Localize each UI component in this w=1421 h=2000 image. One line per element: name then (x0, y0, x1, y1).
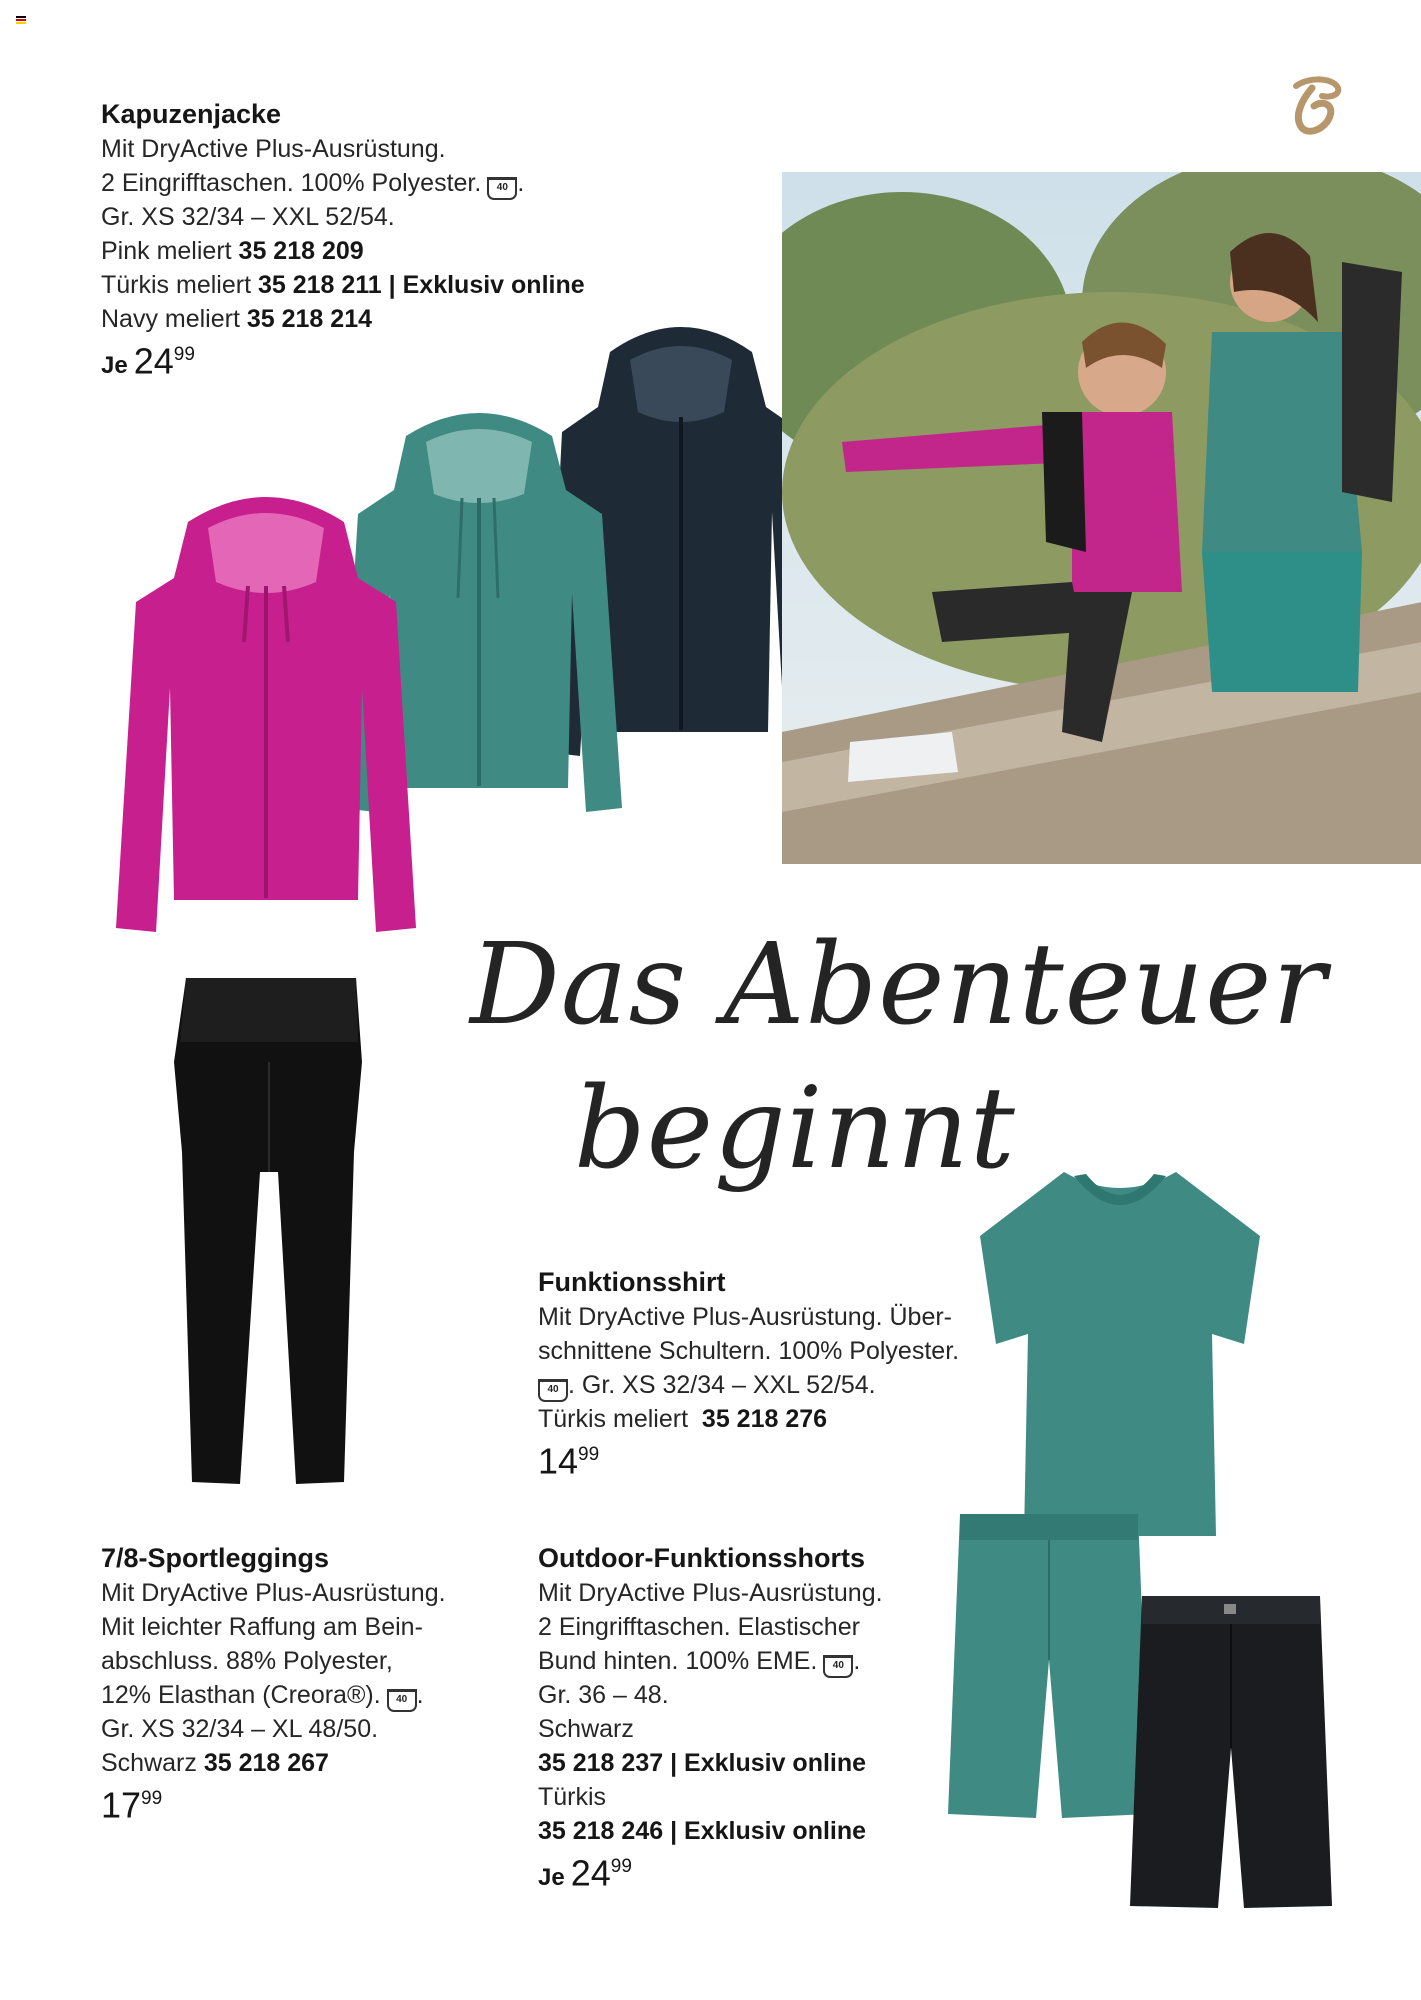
flag-stripe-red (16, 19, 26, 21)
shirt-description (538, 1264, 998, 1482)
shirt-line-3 (538, 1368, 998, 1402)
shorts-variant-tuerkis-name: Türkis (538, 1783, 607, 1811)
turquoise-shirt-image (974, 1164, 1266, 1542)
article-number: 35 218 209 (238, 237, 364, 265)
shirt-variant (538, 1402, 998, 1436)
jacket-line-3: Gr. XS 32/34 – XXL 52/54. (101, 203, 395, 231)
price-prefix: Je (538, 1864, 565, 1892)
headline-line-1: Das Abenteuer (470, 920, 1327, 1050)
shorts-price (538, 1854, 958, 1895)
shirt-line-1: Mit DryActive Plus-Ausrüstung. Über- (538, 1303, 953, 1331)
jacket-line-2-end: . (517, 169, 525, 197)
shorts-variant-schwarz-name: Schwarz (538, 1715, 634, 1743)
jacket-title: Kapuzenjacke (101, 99, 282, 129)
variant-name: Türkis meliert (101, 271, 252, 299)
price-cents: 99 (141, 1788, 163, 1809)
separator: | (388, 271, 396, 299)
variant-name: Pink meliert (101, 237, 232, 265)
wash-40-icon: 40 (487, 177, 517, 200)
price-cents: 99 (173, 344, 195, 365)
separator: | (670, 1749, 678, 1777)
jacket-line-2-text: 2 Eingrifftaschen. 100% Polyester. (101, 169, 482, 197)
variant-name: Navy meliert (101, 305, 240, 333)
variant-name: Schwarz (101, 1749, 197, 1777)
shorts-variant-tuerkis-number (538, 1814, 958, 1848)
article-number: 35 218 211 (257, 271, 382, 299)
leggings-line-2: Mit leichter Raffung am Bein- (101, 1613, 423, 1641)
turquoise-shorts-image (946, 1510, 1152, 1822)
wash-40-icon: 40 (387, 1689, 417, 1712)
pink-jacket-image (110, 482, 422, 934)
shirt-line-3-text: . Gr. XS 32/34 – XXL 52/54. (568, 1371, 876, 1399)
price-euro: 14 (538, 1440, 579, 1482)
hiking-photo (782, 172, 1421, 864)
article-number: 35 218 237 (538, 1749, 664, 1777)
price-euro: 24 (570, 1852, 611, 1894)
leggings-line-4-text: 12% Elasthan (Creora®). (101, 1681, 381, 1709)
wash-40-icon: 40 (538, 1379, 568, 1402)
leggings-line-1: Mit DryActive Plus-Ausrüstung. (101, 1579, 446, 1607)
leggings-line-3: abschluss. 88% Polyester, (101, 1647, 393, 1675)
leggings-image (168, 972, 368, 1490)
leggings-description (101, 1540, 541, 1826)
language-flag-icon (16, 16, 26, 24)
jacket-line-1: Mit DryActive Plus-Ausrüstung. (101, 135, 446, 163)
leggings-line-4-end: . (416, 1681, 424, 1709)
price-cents: 99 (610, 1856, 632, 1877)
jacket-line-2 (101, 166, 701, 200)
separator: | (670, 1817, 678, 1845)
headline-line-2: beginnt (574, 1064, 1016, 1194)
shorts-variant-schwarz-number (538, 1746, 958, 1780)
exclusive-online-label: Exklusiv online (402, 271, 585, 299)
shorts-line-3 (538, 1644, 958, 1678)
wash-40-icon: 40 (823, 1655, 853, 1678)
flag-stripe-black (16, 16, 26, 18)
shirt-line-2: schnittene Schultern. 100% Polyester. (538, 1337, 960, 1365)
hiking-scene-image (782, 172, 1421, 864)
shorts-line-1: Mit DryActive Plus-Ausrüstung. (538, 1579, 883, 1607)
shirt-price (538, 1442, 998, 1482)
black-shorts-image (1128, 1592, 1334, 1910)
shorts-line-4: Gr. 36 – 48. (538, 1681, 669, 1709)
leggings-title: 7/8-Sportleggings (101, 1543, 330, 1573)
price-euro: 17 (101, 1784, 142, 1826)
shorts-line-3-end: . (853, 1647, 861, 1675)
shorts-line-3-text: Bund hinten. 100% EME. (538, 1647, 818, 1675)
shorts-description (538, 1540, 958, 1895)
shorts-line-2: 2 Eingrifftaschen. Elastischer (538, 1613, 860, 1641)
shirt-title: Funktionsshirt (538, 1267, 726, 1297)
exclusive-online-label: Exklusiv online (684, 1749, 867, 1777)
leggings-price (101, 1786, 541, 1826)
leggings-variant (101, 1746, 541, 1780)
price-prefix: Je (101, 352, 128, 380)
jacket-variant-pink (101, 234, 701, 268)
jacket-variant-tuerkis (101, 268, 701, 302)
leggings-line-4 (101, 1678, 541, 1712)
variant-name: Türkis meliert (538, 1405, 689, 1433)
article-number: 35 218 267 (203, 1749, 329, 1777)
article-number: 35 218 246 (538, 1817, 664, 1845)
flag-stripe-gold (16, 22, 26, 24)
article-number: 35 218 214 (246, 305, 372, 333)
price-cents: 99 (578, 1444, 600, 1465)
tchibo-coffee-bean-logo-icon (1282, 72, 1346, 138)
article-number: 35 218 276 (701, 1405, 828, 1433)
exclusive-online-label: Exklusiv online (684, 1817, 867, 1845)
price-euro: 24 (133, 340, 174, 382)
shorts-title: Outdoor-Funktionsshorts (538, 1543, 865, 1573)
leggings-line-5: Gr. XS 32/34 – XL 48/50. (101, 1715, 379, 1743)
